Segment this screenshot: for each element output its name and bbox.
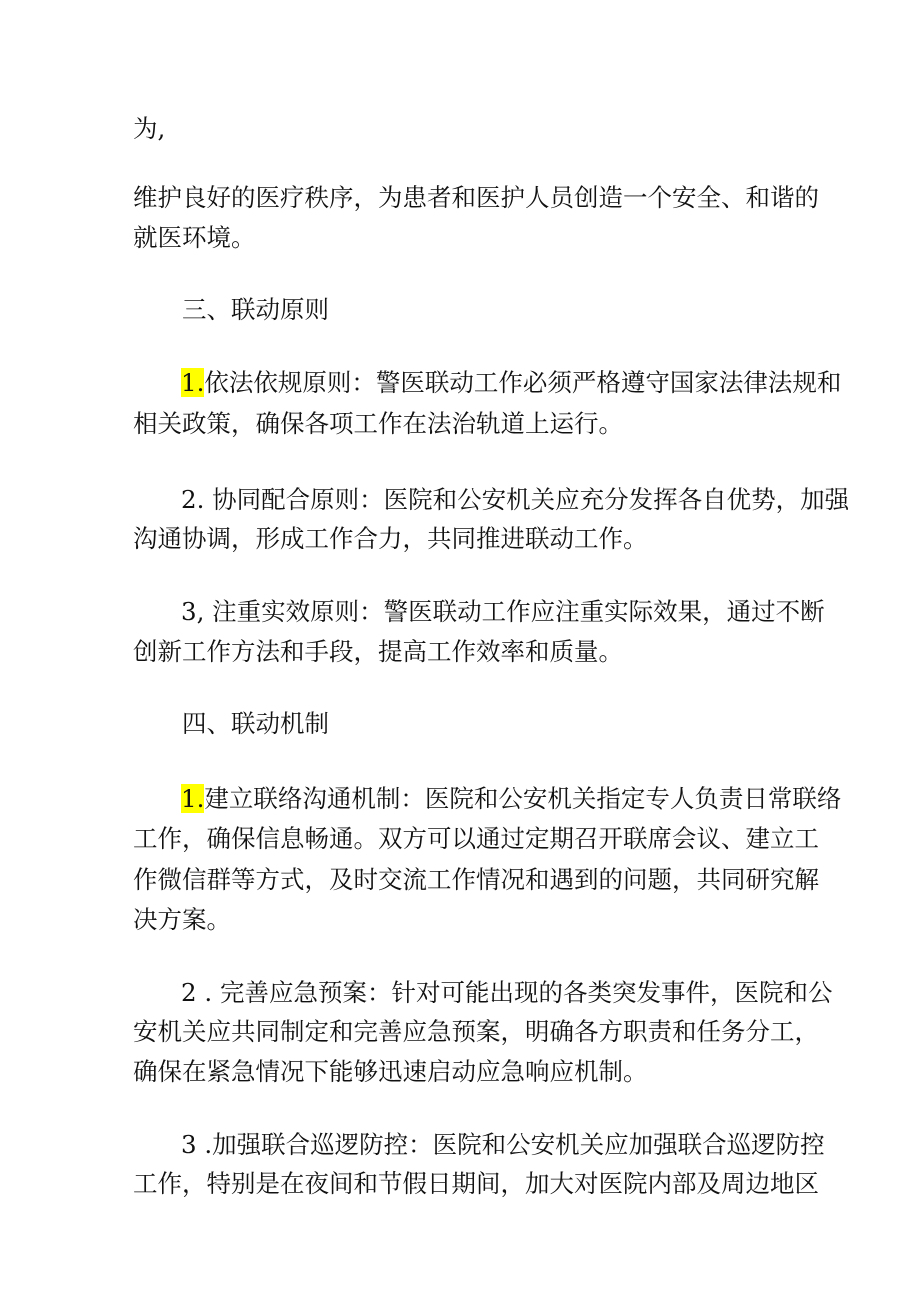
text-line [181, 781, 841, 817]
text-line: 沟通协调，形成工作合力，共同推进联动工作。 [133, 524, 648, 553]
text-line: 决方案。 [133, 905, 231, 934]
highlight-mark: 1. [181, 784, 205, 813]
text-line: 2. 协同配合原则：医院和公安机关应充分发挥各自优势，加强 [181, 485, 850, 514]
text-line: 2 . 完善应急预案：针对可能出现的各类突发事件，医院和公 [181, 978, 833, 1007]
text-line-content: 依法依规原则：警医联动工作必须严格遵守国家法律法规和 [204, 368, 842, 397]
section-heading: 四、联动机制 [182, 709, 329, 738]
text-line: 创新工作方法和手段，提高工作效率和质量。 [133, 637, 623, 666]
highlight-mark: 1. [181, 368, 205, 397]
text-line: 工作，确保信息畅通。双方可以通过定期召开联席会议、建立工 [133, 824, 819, 853]
text-line: 3, 注重实效原则：警医联动工作应注重实际效果，通过不断 [181, 597, 825, 626]
text-line: 工作，特别是在夜间和节假日期间，加大对医院内部及周边地区 [133, 1169, 819, 1198]
text-line: 作微信群等方式，及时交流工作情况和遇到的问题，共同研究解 [133, 865, 819, 894]
section-heading: 三、联动原则 [182, 295, 329, 324]
text-line: 维护良好的医疗秩序，为患者和医护人员创造一个安全、和谐的 [133, 183, 819, 212]
text-line: 安机关应共同制定和完善应急预案，明确各方职责和任务分工， [133, 1017, 819, 1046]
text-line: 为, [133, 114, 166, 143]
text-line: 确保在紧急情况下能够迅速启动应急响应机制。 [133, 1057, 648, 1086]
text-line: 相关政策，确保各项工作在法治轨道上运行。 [133, 409, 623, 438]
text-line-content: 建立联络沟通机制：医院和公安机关指定专人负责日常联络 [204, 784, 842, 813]
text-line: 3 .加强联合巡逻防控：医院和公安机关应加强联合巡逻防控 [181, 1130, 825, 1159]
text-line: 就医环境。 [133, 223, 256, 252]
text-line [181, 365, 841, 401]
